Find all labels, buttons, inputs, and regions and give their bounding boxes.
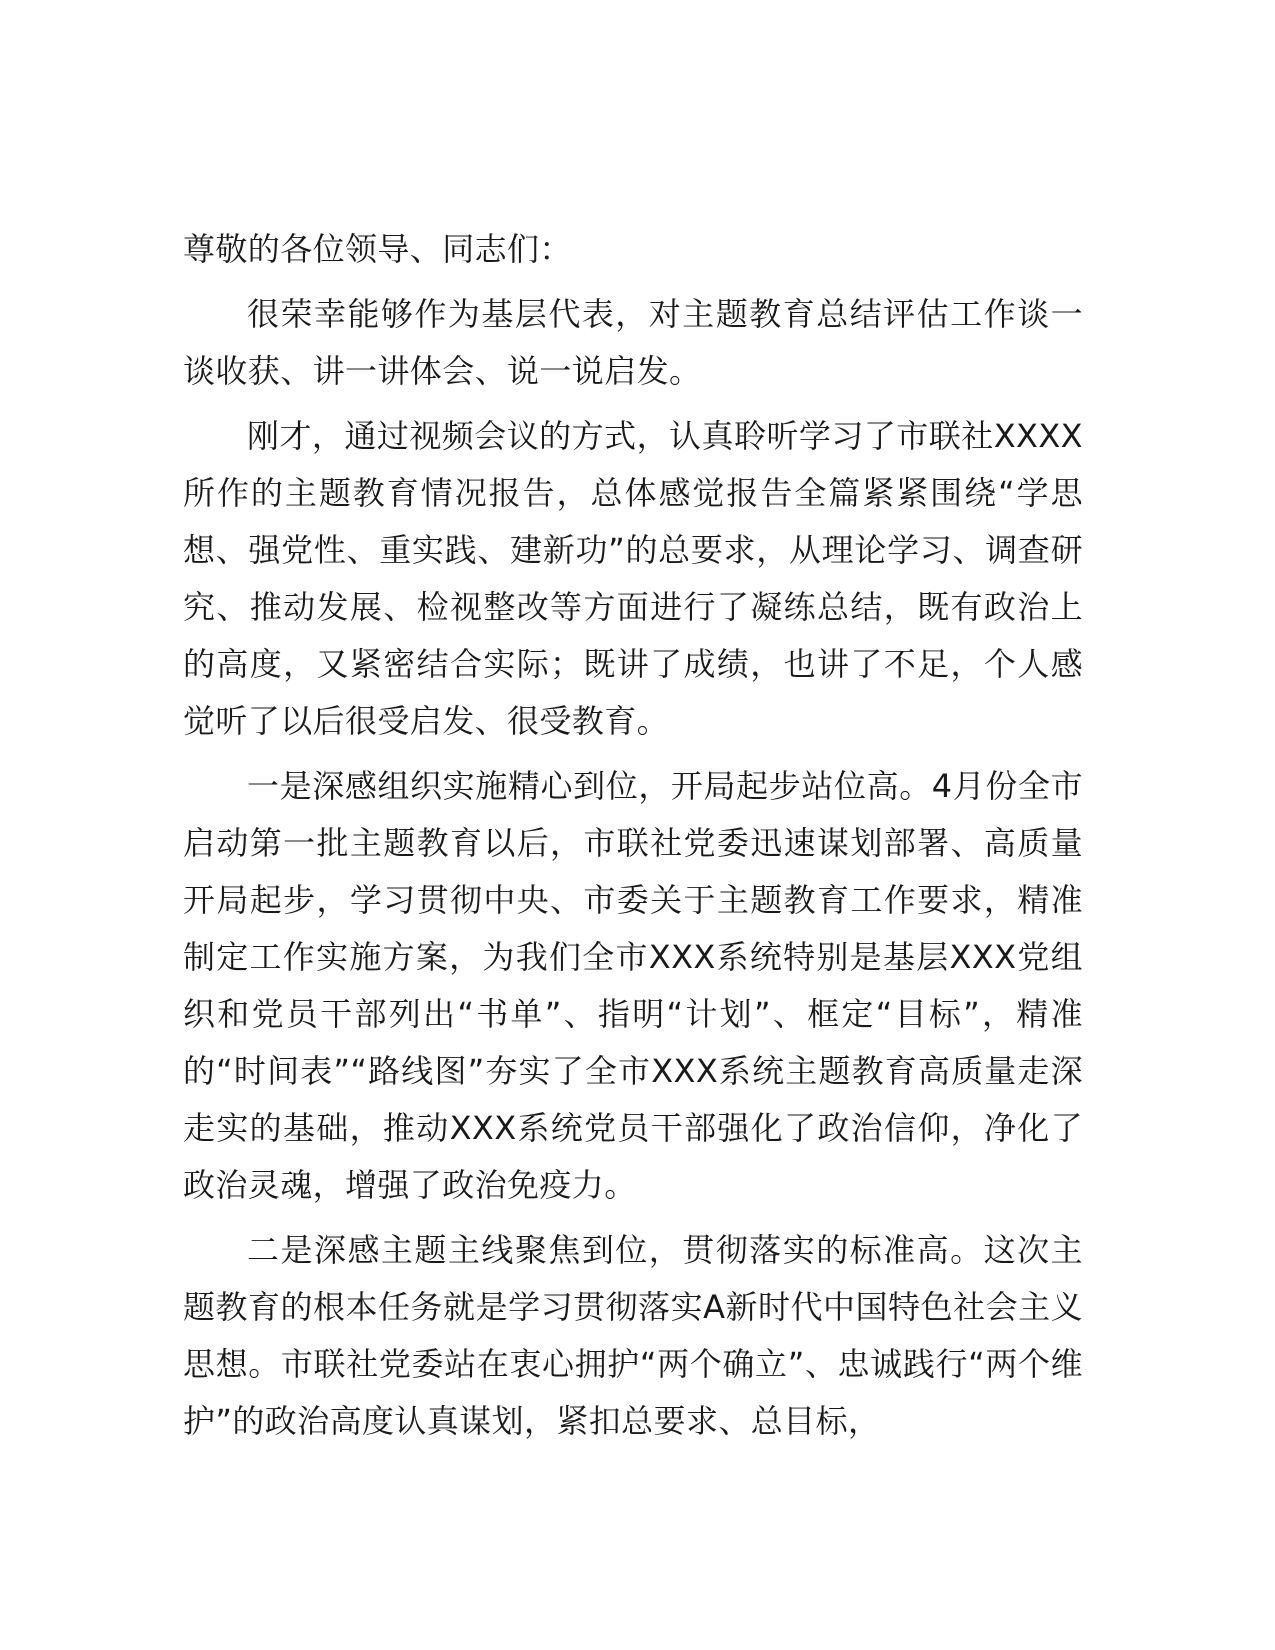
- document-body: [183, 221, 1083, 1458]
- salutation: 尊敬的各位领导、同志们：: [183, 230, 572, 268]
- paragraph-point-two: 二是深感主题主线聚焦到位，贯彻落实的标准高。这次主题教育的根本任务就是学习贯彻落实A新时代中国特色社会主义思想。市联社党委站在衷心拥护“两个确立”、忠诚践行“两个维护”的政治高度认真谋划，紧扣总要求、总目标，: [183, 1231, 1083, 1440]
- paragraph-point-one: 一是深感组织实施精心到位，开局起步站位高。4月份全市启动第一批主题教育以后，市联社党委迅速谋划部署、高质量开局起步，学习贯彻中央、市委关于主题教育工作要求，精准制定工作实施方案，为我们全市XXX系统特别是基层XXX党组织和党员干部列出“书单”、指明“计划”、框定“目标”，精准的“时间表”“路线图”夯实了全市XXX系统主题教育高质量走深走实的基础，推动XXX系统党员干部强化了政治信仰，净化了政治灵魂，增强了政治免疫力。: [183, 767, 1083, 1204]
- paragraph-intro: 很荣幸能够作为基层代表，对主题教育总结评估工作谈一谈收获、讲一讲体会、说一说启发。: [183, 295, 1083, 390]
- paragraph-report-impression: 刚才，通过视频会议的方式，认真聆听学习了市联社XXXX所作的主题教育情况报告，总体感觉报告全篇紧紧围绕“学思想、强党性、重实践、建新功”的总要求，从理论学习、调查研究、推动发展、检视整改等方面进行了凝练总结，既有政治上的高度，又紧密结合实际；既讲了成绩，也讲了不足，个人感觉听了以后很受启发、很受教育。: [183, 417, 1083, 740]
